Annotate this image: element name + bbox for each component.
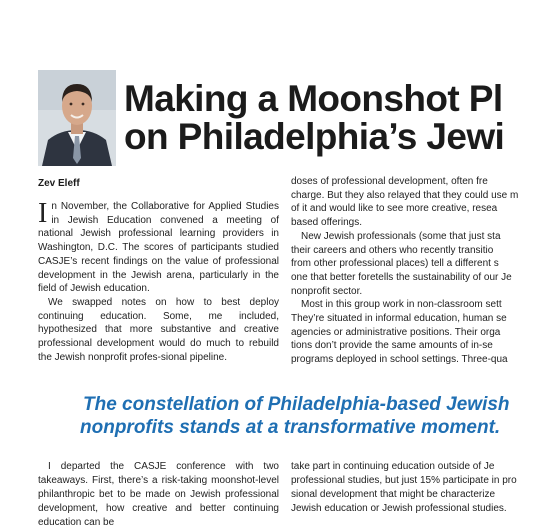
- right-column-line: of it and would like to see more creative, resea: [291, 203, 498, 215]
- right-column-line: Most in this group work in non-classroom sett: [301, 299, 502, 311]
- bottom-left-column: [38, 460, 279, 530]
- right-column-line: New Jewish professionals (some that just sta: [301, 230, 501, 242]
- pull-quote: [80, 393, 520, 439]
- right-column-line: one that better foretells the sustainability of our Je: [291, 271, 512, 283]
- right-column-line: based offerings.: [291, 217, 362, 229]
- paragraph-intro: [38, 200, 279, 296]
- right-column-line: their careers and others who recently transitio: [291, 244, 494, 256]
- headline-line-1: Making a Moonshot Pl: [124, 78, 503, 119]
- pull-quote-line-2: nonprofits stands at a transformative moment.: [80, 417, 501, 438]
- bottom-right-line: professional studies, but just 15% participate in pro: [291, 475, 517, 486]
- author-portrait-image: [38, 70, 116, 166]
- author-byline: Zev Eleff: [38, 178, 80, 189]
- headline-line-2: on Philadelphia’s Jewi: [124, 116, 505, 157]
- paragraph-takeaways: I departed the CASJE conference with two takeaways. First, there’s a risk-taking moonshot-level philanthropic bet to be made on Jewish professional development, how creative and better continuing education can be: [38, 461, 279, 528]
- right-column-line: agencies or administrative positions. Their orga: [291, 326, 501, 338]
- right-column-line: from other professional places) tell a different s: [291, 258, 499, 270]
- right-column-line: doses of professional development, often fre: [291, 176, 488, 187]
- bottom-right-line: sional development that might be characterize: [291, 489, 496, 500]
- paragraph-intro-text: n November, the Collaborative for Applied Studies in Jewish Education convened a meeting of national Jewish professional learning providers in Washington, D.C. The scores of participants studied CASJE’s recent findings on the value of professional development in the Jewish arena, particularly in the field of Jewish education.: [38, 201, 279, 295]
- right-column-line: nonprofit sector.: [291, 285, 363, 297]
- right-column: [291, 175, 521, 367]
- pull-quote-line-1: The constellation of Philadelphia-based Jewish: [83, 394, 510, 415]
- bottom-right-line: Jewish education or Jewish professional studies.: [291, 503, 507, 514]
- left-column: [38, 200, 279, 364]
- drop-cap: I: [38, 198, 48, 229]
- paragraph-second: We swapped notes on how to best deploy continuing education. Some, me included, hypothesized that more substantive and creative professional development would do much to rebuild the Jewish nonprofit profes-sional pipeline.: [38, 296, 279, 363]
- article-headline: [124, 80, 544, 156]
- author-photo: [38, 70, 116, 166]
- right-column-line: tions don’t provide the same amounts of in-se: [291, 340, 493, 352]
- bottom-right-column: [291, 460, 521, 516]
- right-column-line: programs deployed in school settings. Three-qua: [291, 354, 508, 366]
- right-column-line: They’re situated in informal education, human se: [291, 313, 507, 325]
- right-column-line: charge. But they also relayed that they could use m: [291, 189, 519, 201]
- bottom-right-line: take part in continuing education outside of Je: [291, 461, 495, 472]
